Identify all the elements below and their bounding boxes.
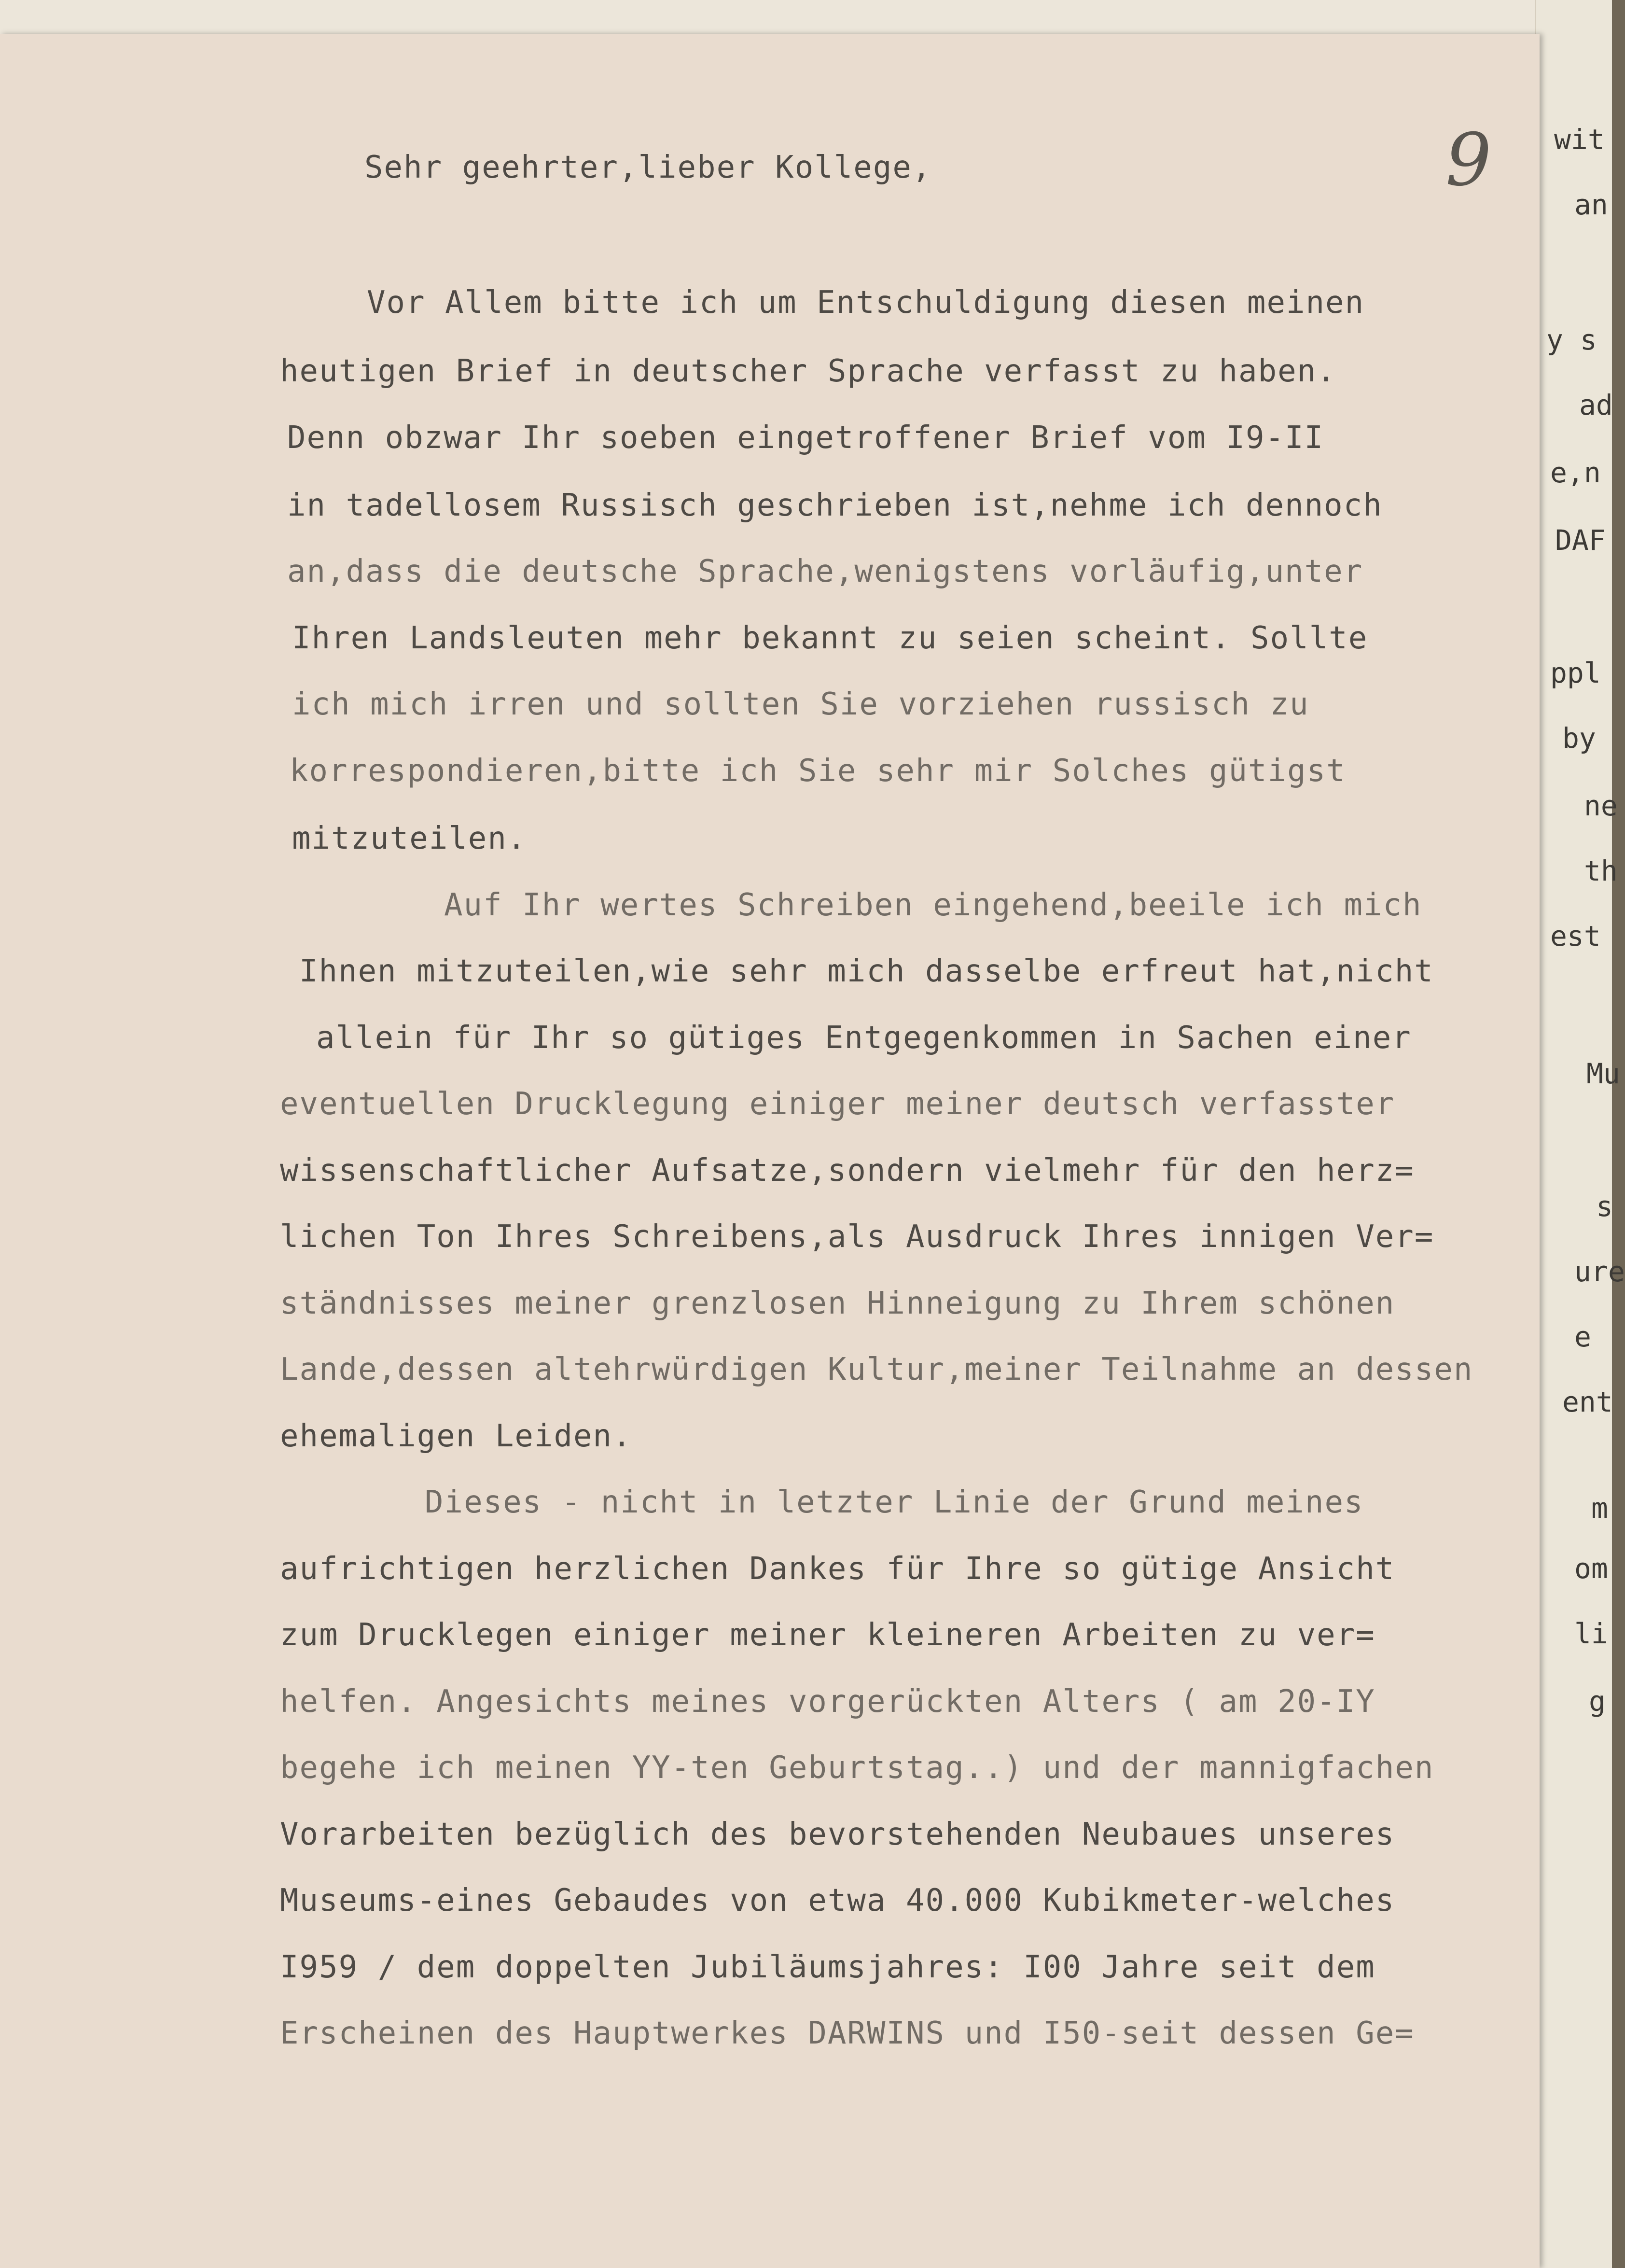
letter-line: aufrichtigen herzlichen Dankes für Ihre so gütige Ansicht: [280, 1551, 1395, 1587]
underlying-text-fragment: Mu: [1586, 1057, 1620, 1090]
letter-line: Ihnen mitzuteilen,wie sehr mich dasselbe erfreut hat,nicht: [299, 953, 1434, 989]
underlying-text-fragment: wit: [1554, 123, 1605, 156]
letter-line: Ihren Landsleuten mehr bekannt zu seien scheint. Sollte: [292, 620, 1368, 656]
underlying-text-fragment: th: [1584, 854, 1618, 887]
top-paper-edge: [0, 0, 1544, 34]
letter-line: ständnisses meiner grenzlosen Hinneigung zu Ihrem schönen: [280, 1286, 1395, 1321]
letter-line: I959 / dem doppelten Jubiläumsjahres: I00 Jahre seit dem: [280, 1949, 1375, 1985]
letter-line: ehemaligen Leiden.: [280, 1418, 632, 1454]
underlying-text-fragment: est: [1550, 920, 1601, 952]
underlying-text-fragment: y s: [1546, 323, 1597, 356]
underlying-text-fragment: li: [1574, 1617, 1608, 1650]
underlying-text-fragment: m: [1591, 1492, 1608, 1525]
letter-line: Museums-eines Gebaudes von etwa 40.000 Kubikmeter-welches: [280, 1883, 1395, 1918]
underlying-text-fragment: DAF: [1555, 524, 1606, 557]
letter-line: heutigen Brief in deutscher Sprache verfasst zu haben.: [280, 353, 1336, 389]
underlying-text-fragment: ure: [1574, 1255, 1625, 1288]
letter-line: allein für Ihr so gütiges Entgegenkommen in Sachen einer: [316, 1020, 1412, 1056]
underlying-text-fragment: ad: [1579, 389, 1613, 421]
letter-line: Auf Ihr wertes Schreiben eingehend,beeile ich mich: [444, 887, 1422, 923]
letter-line: wissenschaftlicher Aufsatze,sondern vielmehr für den herz=: [280, 1153, 1415, 1189]
letter-line: korrespondieren,bitte ich Sie sehr mir Solches gütigst: [290, 753, 1346, 789]
underlying-text-fragment: ppl: [1550, 657, 1601, 689]
letter-line: an,dass die deutsche Sprache,wenigstens vorläufig,unter: [287, 554, 1363, 589]
letter-line: Vor Allem bitte ich um Entschuldigung diesen meinen: [367, 285, 1365, 321]
underlying-text-fragment: by: [1562, 722, 1596, 755]
page-number: 9: [1445, 118, 1492, 202]
salutation: Sehr geehrter,lieber Kollege,: [364, 150, 932, 185]
underlying-text-fragment: e,n: [1550, 456, 1601, 489]
letter-line: begehe ich meinen YY-ten Geburtstag..) und der mannigfachen: [280, 1750, 1434, 1786]
letter-line: Lande,dessen altehrwürdigen Kultur,meiner Teilnahme an dessen: [280, 1352, 1473, 1387]
letter-line: Denn obzwar Ihr soeben eingetroffener Brief vom I9-II: [287, 420, 1324, 456]
underlying-text-fragment: s: [1596, 1190, 1613, 1223]
underlying-text-fragment: an: [1574, 188, 1608, 221]
letter-line: Erscheinen des Hauptwerkes DARWINS und I50-seit dessen Ge=: [280, 2016, 1415, 2051]
underlying-text-fragment: ne: [1584, 789, 1618, 822]
letter-line: Dieses - nicht in letzter Linie der Grund meines: [425, 1484, 1364, 1520]
letter-line: Vorarbeiten bezüglich des bevorstehenden Neubaues unseres: [280, 1817, 1395, 1852]
letter-line: lichen Ton Ihres Schreibens,als Ausdruck Ihres innigen Ver=: [280, 1219, 1434, 1255]
letter-line: zum Drucklegen einiger meiner kleineren Arbeiten zu ver=: [280, 1617, 1375, 1653]
letter-line: helfen. Angesichts meines vorgerückten Alters ( am 20-IY: [280, 1684, 1375, 1720]
letter-body: [0, 34, 1540, 2268]
underlying-text-fragment: g: [1589, 1685, 1606, 1718]
underlying-text-fragment: ent: [1562, 1386, 1613, 1418]
underlying-page: [1535, 0, 1625, 2268]
letter-line: eventuellen Drucklegung einiger meiner deutsch verfasster: [280, 1086, 1395, 1122]
letter-line: mitzuteilen.: [292, 821, 527, 856]
letter-line: ich mich irren und sollten Sie vorziehen russisch zu: [292, 686, 1309, 722]
underlying-text-fragment: om: [1574, 1552, 1608, 1585]
letter-line: in tadellosem Russisch geschrieben ist,nehme ich dennoch: [287, 488, 1383, 523]
underlying-text-fragment: e: [1574, 1320, 1591, 1353]
letter-page: [0, 34, 1540, 2268]
